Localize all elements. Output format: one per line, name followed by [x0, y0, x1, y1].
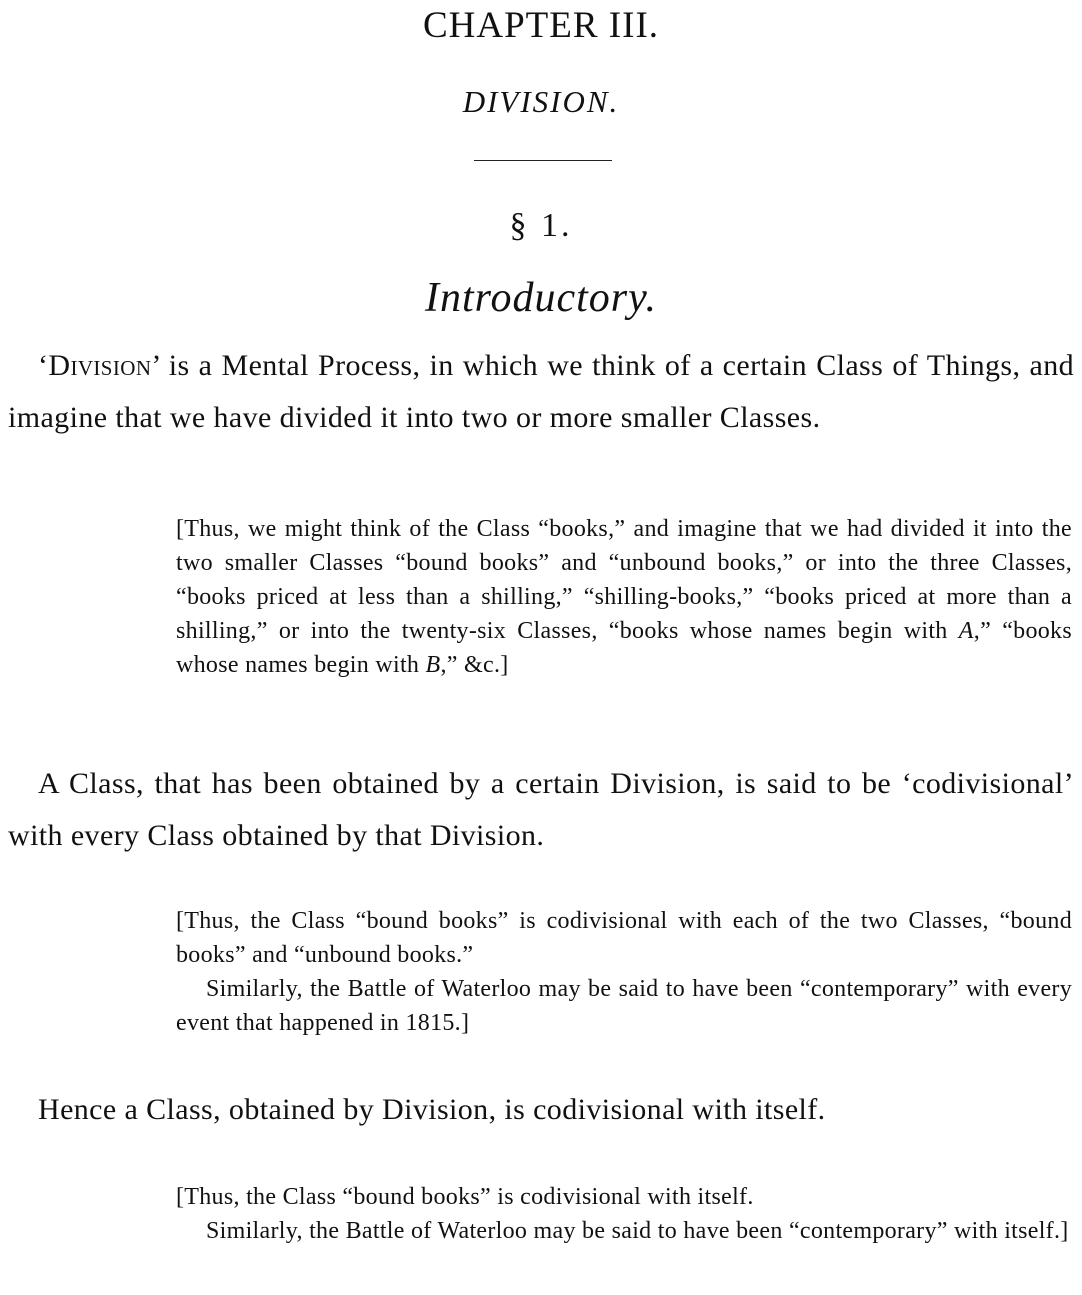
section-number: § 1.: [509, 207, 573, 244]
note-text-2: ,” “books whose names begin with: [176, 618, 1072, 678]
paragraph-definition: [8, 340, 1074, 444]
divider-rule: [474, 160, 612, 161]
close-quote: ’: [151, 349, 160, 382]
note-line-2: Similarly, the Battle of Waterloo may be said to have been “contemporary” with itself.]: [206, 1218, 1069, 1244]
paragraph-text: A Class, that has been obtained by a certain Division, is said to be ‘codivisional’ with every Class obtained by that Division.: [8, 767, 1074, 852]
letter-a: A: [958, 618, 974, 644]
paragraph-codivisional: [8, 758, 1074, 862]
paragraph-text: is a Mental Process, in which we think of a certain Class of Things, and imagine that we have divided it into two or more smaller Classes.: [8, 349, 1074, 434]
note-example-codivisional: [176, 904, 1072, 1040]
note-example-itself: [176, 1180, 1072, 1248]
paragraph-text: Hence a Class, obtained by Division, is codivisional with itself.: [38, 1093, 826, 1126]
chapter-title: DIVISION.: [462, 84, 620, 119]
chapter-heading: CHAPTER III.: [422, 5, 660, 46]
note-text-3: ,” &c.]: [440, 652, 509, 678]
note-text-1: [Thus, we might think of the Class “books,” and imagine that we had divided it into the two smaller Classes “bound books” and “unbound books,” or into the three Classes, “books priced at less than a shilling,” “shilling-books,” “books priced at more than a shilling,” or into the twenty-six Classes, “books whose names begin with: [176, 516, 1072, 644]
paragraph-itself: [8, 1084, 1074, 1136]
open-quote: ‘: [38, 349, 49, 382]
note-line-1: [Thus, the Class “bound books” is codivisional with itself.: [176, 1184, 754, 1210]
defined-term: Division: [48, 349, 152, 382]
note-line-2: Similarly, the Battle of Waterloo may be said to have been “contemporary” with every event that happened in 1815.]: [176, 976, 1072, 1036]
letter-b: B: [425, 652, 441, 678]
note-example-books: [176, 512, 1072, 682]
note-line-1: [Thus, the Class “bound books” is codivisional with each of the two Classes, “bound books” and “unbound books.”: [176, 908, 1072, 968]
section-title: Introductory.: [425, 275, 657, 321]
